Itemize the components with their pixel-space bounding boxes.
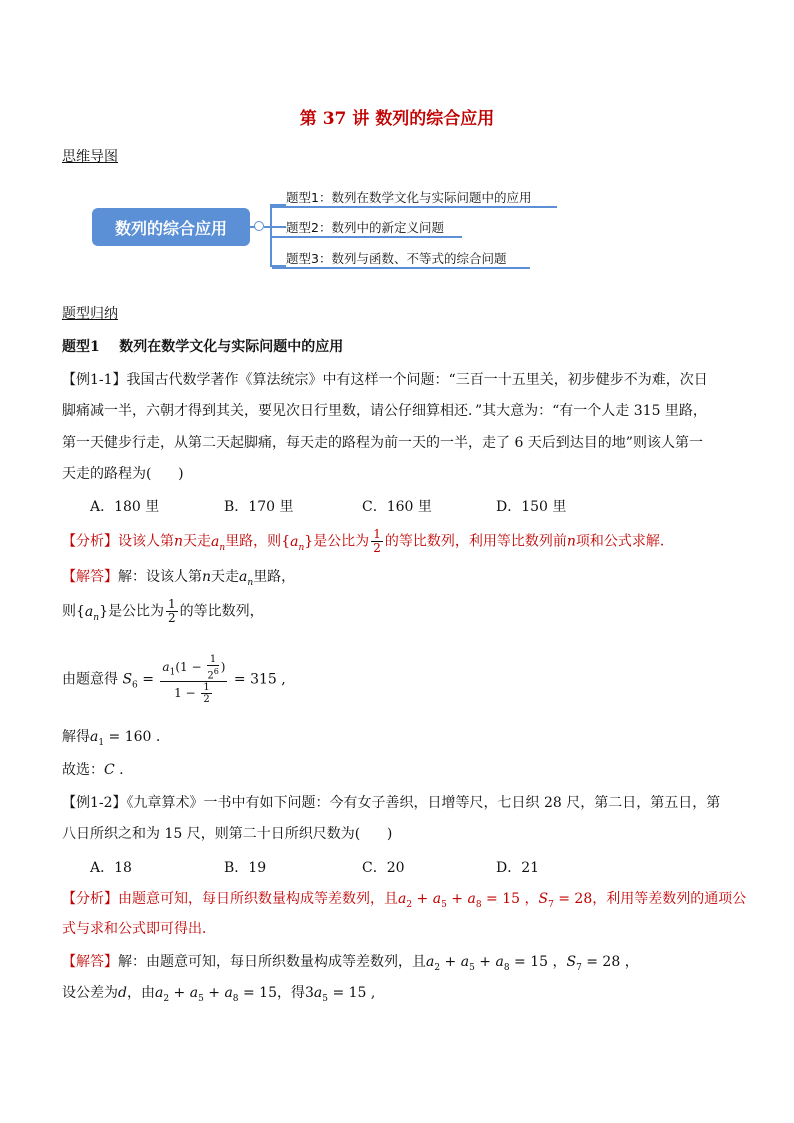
text: 设公差为	[62, 985, 118, 1001]
mind-map-underline	[272, 267, 530, 269]
analysis-tag: 【分析】	[62, 533, 118, 550]
text: 是公比为	[313, 533, 370, 550]
text: 的等比数列，利用等比数列前	[384, 533, 567, 550]
text: 解：由题意可知，每日所织数量构成等差数列，且	[118, 954, 426, 970]
fraction: $\frac{1}{2}$	[168, 597, 176, 625]
text: 是公比为	[108, 603, 164, 620]
option-b: B．19	[224, 860, 267, 876]
text: 天走	[183, 533, 212, 550]
option-b: B．170 里	[224, 499, 294, 515]
text: 故选：	[62, 762, 104, 778]
example-text-line: 天走的路程为( )	[62, 466, 184, 482]
fraction: $\frac{1}{2}$	[373, 527, 381, 555]
option-c: C．20	[362, 860, 405, 876]
mind-map-branch-2: 题型2：数列中的新定义问题	[286, 220, 444, 235]
solution-line: 【解答】解：设该人第n天走$a_n$里路，	[62, 569, 296, 588]
text: 设该人第	[118, 533, 174, 550]
text: 由题意得	[62, 671, 118, 688]
analysis-line: 【分析】由题意可知，每日所织数量构成等差数列，且$a_2 + a_5 + a_8 = 15$ ，$S_7 = 28$，利用等差数列的通项公	[62, 891, 747, 910]
example-text-line: 【例1-1】我国古代数学著作《算法统宗》中有这样一个问题：“三百一十五里关，初步健步不为难，次日	[62, 372, 708, 388]
mind-map-underline	[272, 206, 557, 208]
text: ，利用等差数列的通项公	[592, 891, 747, 907]
solution-line: 由题意得 $S_6$ = $a_1(1$ − $\frac{1}{2^6}$ ) 1 − $\frac{1}{2}$ = 315 ,	[62, 654, 286, 706]
solution-tag: 【解答】	[62, 569, 118, 585]
solution-line: 【解答】解：由题意可知，每日所织数量构成等差数列，且$a_2 + a_5 + a_8 = 15$ ，$S_7 = 28$ ，	[62, 954, 639, 973]
mind-map-root: 数列的综合应用	[92, 208, 250, 246]
text: = 160 .	[108, 729, 161, 745]
mind-map-underline	[272, 236, 462, 238]
text: .	[114, 762, 124, 778]
solution-line: 则$\{a_n\}$是公比为 $\frac{1}{2}$ 的等比数列，	[62, 597, 264, 625]
text: 由题意可知，每日所织数量构成等差数列，且	[118, 891, 398, 907]
analysis-tag: 【分析】	[62, 891, 118, 907]
answer: C	[104, 762, 115, 778]
text: 解得	[62, 729, 90, 745]
mind-map-node-circle	[254, 221, 264, 231]
example-text-line: 第一天健步行走，从第二天起脚痛，每天走的路程为前一天的一半，走了 6 天后到达目的地”则该人第一	[62, 435, 703, 451]
topic-heading: 题型1 数列在数学文化与实际问题中的应用	[62, 339, 344, 355]
option-c: C．160 里	[362, 499, 432, 515]
example-text-line: 八日所织之和为 15 尺，则第二十日所织尺数为( )	[62, 826, 393, 842]
option-d: D．21	[496, 860, 540, 876]
solution-line: 解得$a_1 = 160$ .	[62, 729, 161, 748]
mind-map-connector	[264, 226, 286, 228]
option-a: A．18	[90, 860, 132, 876]
text: 里路，则	[225, 533, 282, 550]
text: 天走	[211, 569, 240, 585]
sum-formula: $a_1(1$ − $\frac{1}{2^6}$ ) 1 − $\frac{1}{2}$	[162, 654, 226, 706]
solution-line	[62, 759, 124, 779]
page-title: 第 37 讲 数列的综合应用	[299, 109, 495, 129]
example-text-line: 【例1-2】《九章算术》一书中有如下问题：今有女子善织，日增等尺，七日织 28 尺，第二日，第五日，第	[62, 795, 721, 811]
mind-map-branch-trunk	[270, 204, 272, 266]
text: = 315 ,	[233, 671, 286, 688]
mind-map-branch-3: 题型3：数列与函数、不等式的综合问题	[286, 251, 507, 266]
text: 解：设该人第	[118, 569, 202, 585]
text: 项和公式求解．	[575, 533, 674, 550]
option-d: D．150 里	[496, 499, 567, 515]
mind-map-label: 思维导图	[62, 149, 118, 165]
analysis-line: 式与求和公式即可得出．	[62, 921, 216, 937]
solution-line: 设公差为d，由$a_2 + a_5 + a_8 = 15$，得$3a_5 = 15$ ,	[62, 985, 376, 1004]
text: ，得	[276, 985, 305, 1001]
text: ，由	[126, 985, 155, 1001]
option-a: A．180 里	[90, 499, 160, 515]
analysis-line: 【分析】设该人第n天走$a_n$里路，则$\{a_n\}$是公比为 $\frac{1}{2}$ 的等比数列，利用等比数列前n项和公式求解．	[62, 527, 674, 555]
example-text-line: 脚痛减一半，六朝才得到其关，要见次日行里数，请公仔细算相还．”其大意为：“有一个人走 315 里路，	[62, 403, 707, 419]
text: 的等比数列，	[179, 603, 264, 620]
summary-label: 题型归纳	[62, 306, 118, 322]
mind-map-branch-1: 题型1：数列在数学文化与实际问题中的应用	[286, 190, 532, 205]
text: 里路，	[253, 569, 296, 585]
solution-tag: 【解答】	[62, 954, 118, 970]
text: 则	[62, 603, 76, 620]
